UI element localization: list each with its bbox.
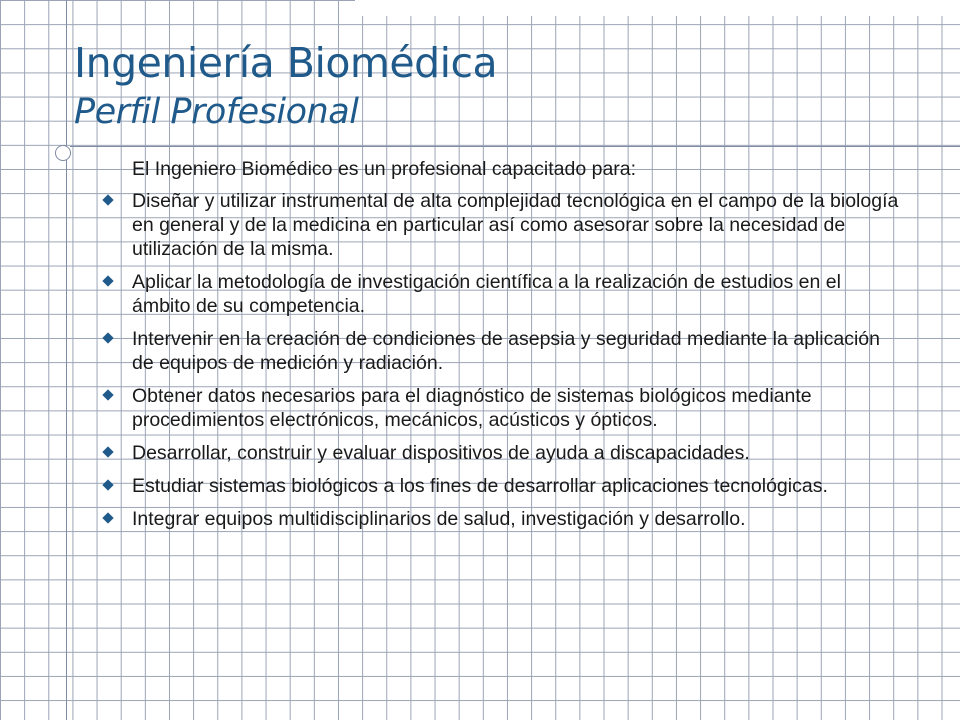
diamond-bullet-icon [102, 275, 113, 286]
diamond-bullet-icon [102, 194, 113, 205]
bullet-text: Desarrollar, construir y evaluar dispositivos de ayuda a discapacidades. [132, 442, 750, 464]
diamond-bullet-icon [102, 332, 113, 343]
vertical-rule [66, 0, 67, 720]
bullet-text: Estudiar sistemas biológicos a los fines de desarrollar aplicaciones tecnológicas. [132, 475, 828, 497]
bullet-item [100, 441, 900, 465]
bullet-item [100, 507, 900, 531]
diamond-bullet-icon [102, 446, 113, 457]
title-area [74, 36, 774, 146]
bullet-item [100, 189, 900, 261]
horizontal-rule [70, 146, 960, 147]
bullet-item [100, 270, 900, 318]
circle-ornament [55, 145, 71, 161]
diamond-bullet-icon [102, 389, 113, 400]
slide-subtitle: Perfil Profesional [74, 92, 359, 132]
bullet-text: Aplicar la metodología de investigación científica a la realización de estudios en el ámbito de su competencia. [132, 271, 841, 317]
bullet-item [100, 474, 900, 498]
bullet-text: Integrar equipos multidisciplinarios de salud, investigación y desarrollo. [132, 508, 746, 530]
bullet-text: Obtener datos necesarios para el diagnóstico de sistemas biológicos mediante procedimientos electrónicos, mecánicos, acústicos y ópticos. [132, 385, 812, 431]
bullet-item [100, 327, 900, 375]
bullet-text: Intervenir en la creación de condiciones de asepsia y seguridad mediante la aplicación de equipos de medición y radiación. [132, 328, 880, 374]
slide-title: Ingeniería Biomédica [74, 39, 498, 87]
diamond-bullet-icon [102, 512, 113, 523]
bullet-item [100, 384, 900, 432]
intro-text: El Ingeniero Biomédico es un profesional capacitado para: [132, 158, 637, 180]
bullet-text: Diseñar y utilizar instrumental de alta complejidad tecnológica en el campo de la biología en general y de la medicina en particular así como asesorar sobre la necesidad de utilización de la misma. [132, 190, 899, 260]
top-white-block [355, 0, 960, 16]
slide-body [100, 157, 900, 540]
diamond-bullet-icon [102, 479, 113, 490]
